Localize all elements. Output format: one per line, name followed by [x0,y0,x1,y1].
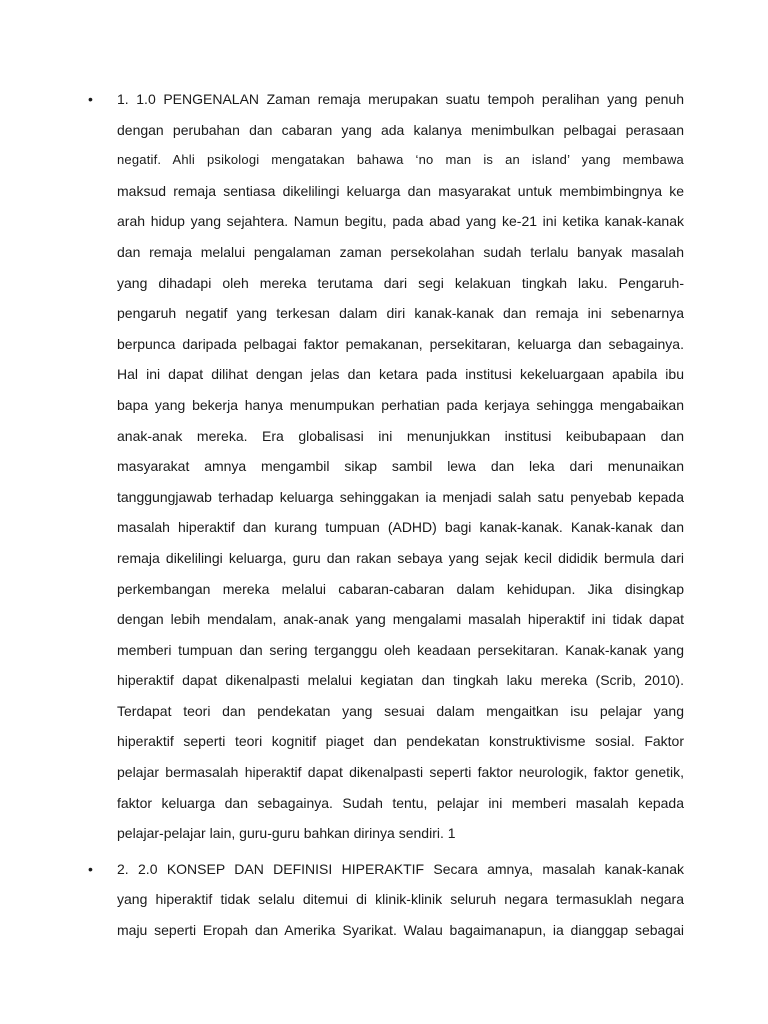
text-line: faktor keluarga dan sebagainya. Sudah tentu, pelajar ini memberi masalah kepada [117,794,684,811]
text-line: masyarakat amnya mengambil sikap sambil lewa dan leka dari menunaikan [117,458,684,475]
text-line: arah hidup yang sejahtera. Namun begitu, pada abad yang ke-21 ini ketika kanak-kanak [117,213,684,230]
text-line: maksud remaja sentiasa dikelilingi keluarga dan masyarakat untuk membimbingnya ke [117,182,684,199]
text-line: perkembangan mereka melalui cabaran-cabaran dalam kehidupan. Jika disingkap [117,580,684,597]
text-line: pelajar bermasalah hiperaktif dapat dikenalpasti seperti faktor neurologik, faktor genetik, [117,764,684,781]
list-item-2 [84,854,684,946]
text-line: masalah hiperaktif dan kurang tumpuan (ADHD) bagi kanak-kanak. Kanak-kanak dan [117,519,684,536]
text-line: memberi tumpuan dan sering terganggu oleh keadaan persekitaran. Kanak-kanak yang [117,641,684,658]
text-line: dan remaja melalui pengalaman zaman persekolahan sudah terlalu banyak masalah [117,243,684,260]
text-line: negatif. Ahli psikologi mengatakan bahawa ‘no man is an island’ yang membawa [117,152,684,168]
text-line: tanggungjawab terhadap keluarga sehinggakan ia menjadi salah satu penyebab kepada [117,488,684,505]
text-line: pengaruh negatif yang terkesan dalam diri kanak-kanak dan remaja ini sebenarnya [117,305,684,322]
bullet-icon: • [88,860,93,877]
text-line: remaja dikelilingi keluarga, guru dan rakan sebaya yang sejak kecil dididik bermula dari [117,549,684,566]
text-line: 1. 1.0 PENGENALAN Zaman remaja merupakan suatu tempoh peralihan yang penuh [117,91,684,107]
text-line: anak-anak mereka. Era globalisasi ini menunjukkan institusi keibubapaan dan [117,427,684,444]
text-line: pelajar-pelajar lain, guru-guru bahkan dirinya sendiri. 1 [117,825,456,842]
text-line: yang dihadapi oleh mereka terutama dari segi kelakuan tingkah laku. Pengaruh- [117,274,684,291]
bullet-icon: • [88,91,93,107]
text-line: hiperaktif seperti teori kognitif piaget dan pendekatan konstruktivisme sosial. Faktor [117,733,684,750]
text-line: Terdapat teori dan pendekatan yang sesuai dalam mengaitkan isu pelajar yang [117,702,684,719]
text-line: 2. 2.0 KONSEP DAN DEFINISI HIPERAKTIF Secara amnya, masalah kanak-kanak [117,860,684,877]
text-line: maju seperti Eropah dan Amerika Syarikat. Walau bagaimanapun, ia dianggap sebagai [117,922,684,939]
bullet-list [84,84,684,951]
text-line: hiperaktif dapat dikenalpasti melalui kegiatan dan tingkah laku mereka (Scrib, 2010). [117,672,684,689]
text-line: bapa yang bekerja hanya menumpukan perhatian pada kerjaya sehingga mengabaikan [117,396,684,413]
list-item-1 [84,84,684,849]
text-line: berpunca daripada pelbagai faktor pemakanan, persekitaran, keluarga dan sebagainya. [117,335,684,352]
text-line: dengan lebih mendalam, anak-anak yang mengalami masalah hiperaktif ini tidak dapat [117,611,684,628]
text-line: Hal ini dapat dilihat dengan jelas dan ketara pada institusi kekeluargaan apabila ibu [117,366,684,383]
text-line: yang hiperaktif tidak selalu ditemui di klinik-klinik seluruh negara termasuklah negara [117,891,684,908]
text-line: dengan perubahan dan cabaran yang ada kalanya menimbulkan pelbagai perasaan [117,121,684,138]
